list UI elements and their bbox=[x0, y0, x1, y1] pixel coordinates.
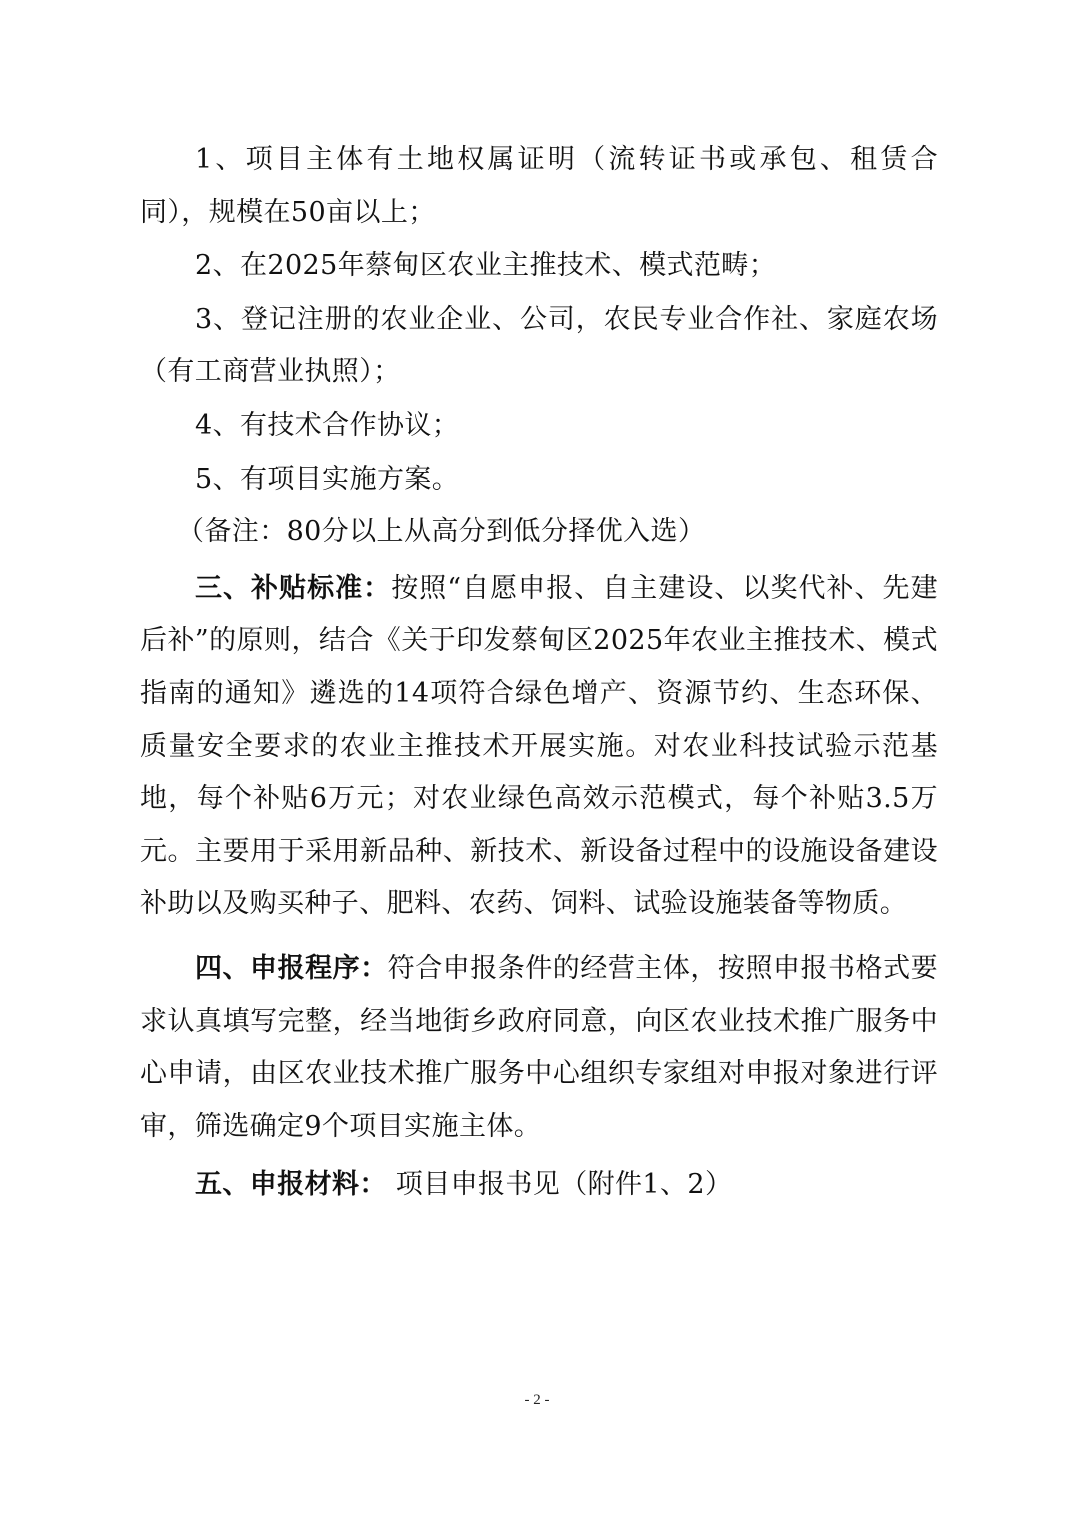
subsidy-section bbox=[140, 563, 938, 931]
materials-section bbox=[140, 1159, 938, 1212]
subsidy-body: 按照“自愿申报、自主建设、以奖代补、先建后补”的原则，结合《关于印发蔡甸区2025年农业主推技术、模式指南的通知》遴选的14项符合绿色增产、资源节约、生态环保、质量安全要求的农业主推技术开展实施。对农业科技试验示范基地，每个补贴6万元；对农业绿色高效示范模式，每个补贴3.5万元。主要用于采用新品种、新技术、新设备过程中的设施设备建设补助以及购买种子、肥料、农药、饲料、试验设施装备等物质。 bbox=[140, 572, 938, 920]
subsidy-heading: 三、补贴标准： bbox=[195, 572, 392, 604]
condition-item-4: 4、有技术合作协议； bbox=[195, 409, 460, 441]
materials-heading: 五、申报材料： bbox=[195, 1169, 387, 1201]
procedure-body: 符合申报条件的经营主体，按照申报书格式要求认真填写完整，经当地街乡政府同意，向区农业技术推广服务中心申请，由区农业技术推广服务中心组织专家组对申报对象进行评审，筛选确定9个项目实施主体。 bbox=[140, 952, 939, 1142]
condition-item-3: 3、登记注册的农业企业、公司，农民专业合作社、家庭农场（有工商营业执照）； bbox=[140, 303, 938, 388]
page-number: - 2 - bbox=[524, 1392, 550, 1408]
selection-note: （备注：80分以上从高分到低分择优入选） bbox=[177, 516, 706, 548]
condition-item-2: 2、在2025年蔡甸区农业主推技术、模式范畴； bbox=[195, 250, 777, 282]
materials-body: 项目申报书见（附件1、2） bbox=[386, 1169, 733, 1201]
procedure-heading: 四、申报程序： bbox=[195, 952, 388, 984]
procedure-section bbox=[140, 943, 938, 1153]
document-page bbox=[140, 134, 938, 1212]
condition-item-1: 1、项目主体有土地权属证明（流转证书或承包、租赁合同），规模在50亩以上； bbox=[140, 144, 938, 228]
condition-item-5: 5、有项目实施方案。 bbox=[195, 463, 460, 495]
